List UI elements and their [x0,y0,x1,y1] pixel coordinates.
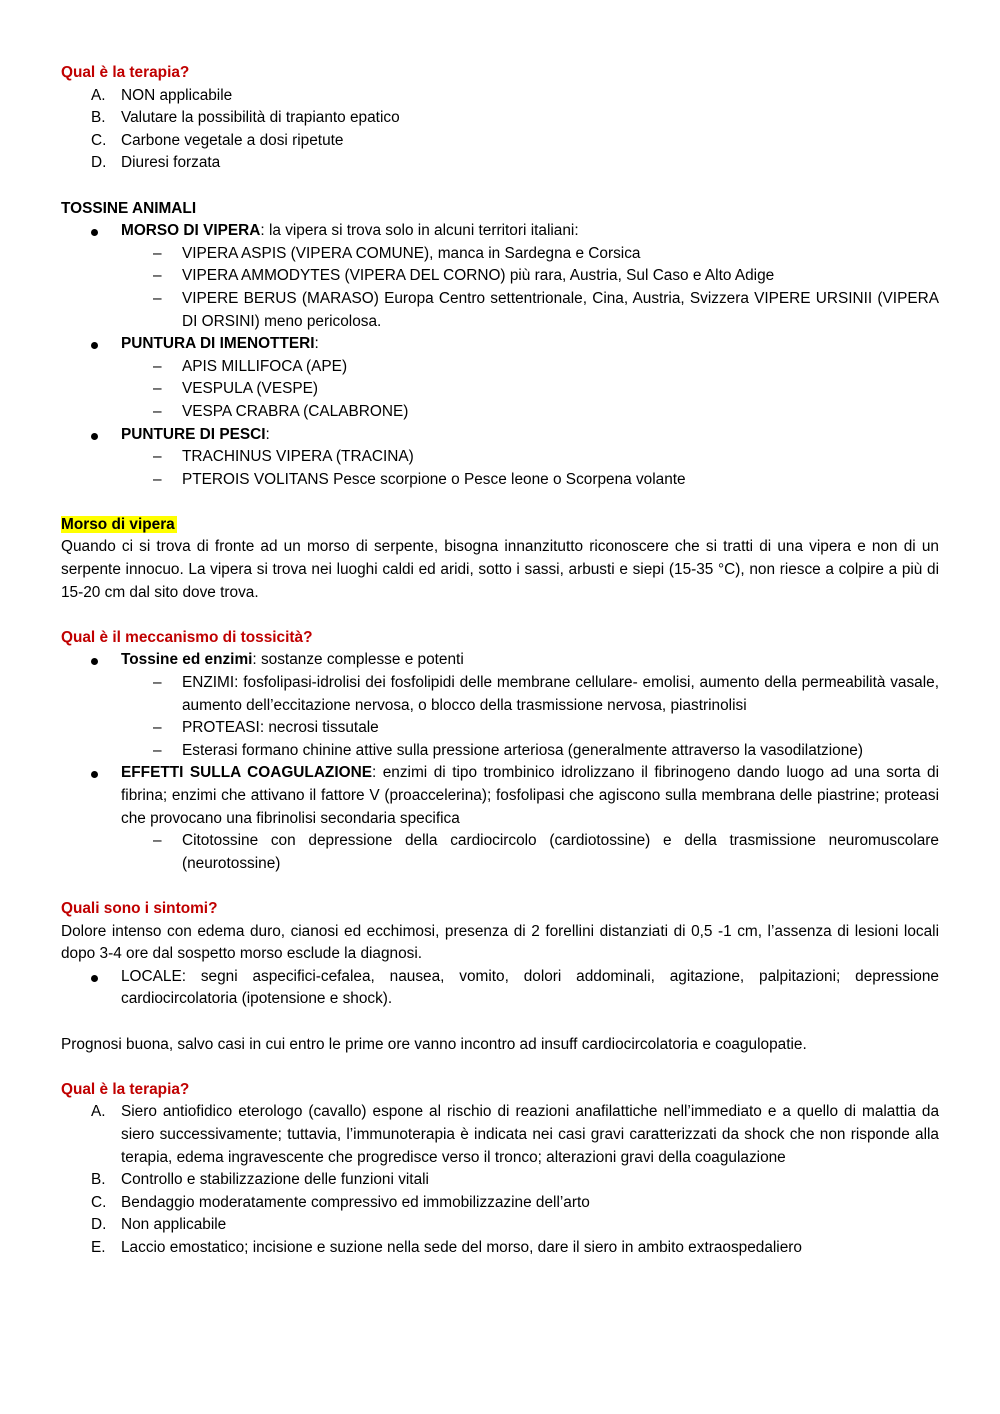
document-page [61,62,939,1259]
list-item: – PTEROIS VOLITANS Pesce scorpione o Pesce leone o Scorpena volante [121,469,939,492]
list-item: LOCALE: segni aspecifici-cefalea, nausea, vomito, dolori addominali, agitazione, palpitazioni; depressione cardiocircolatoria (ipotensione e shock). [61,966,939,1011]
dash-icon: – [153,674,162,692]
symptoms-list [61,966,939,1011]
list-item: B. Controllo e stabilizzazione delle funzioni vitali [91,1171,429,1189]
list-item: – VESPULA (VESPE) [121,378,939,401]
list-item: D. Non applicabile [91,1216,227,1234]
list-item: E. Laccio emostatico; incisione e suzione nella sede del morso, dare il siero in ambito extraospedaliero [91,1238,802,1256]
list-item: PUNTURA DI IMENOTTERI: – APIS MILLIFOCA (APE) – VESPULA (VESPE) – VESPA CRABRA (CALABRONE) [61,333,939,423]
mechanism-list [61,649,939,875]
list-item: – VIPERA ASPIS (VIPERA COMUNE), manca in Sardegna e Corsica [121,243,939,266]
dash-icon: – [153,267,162,285]
list-item: PUNTURE DI PESCI: – TRACHINUS VIPERA (TRACINA) – PTEROIS VOLITANS Pesce scorpione o Pesce leone o Scorpena volante [61,424,939,492]
list-item: – Esterasi formano chinine attive sulla pressione arteriosa (generalmente attraverso la vasodilatzione) [121,740,939,763]
dash-icon: – [153,357,162,375]
list-item: – VESPA CRABRA (CALABRONE) [121,401,939,424]
list-item: C. Carbone vegetale a dosi ripetute [91,131,344,149]
mechanism-question-heading: Qual è il meccanismo di tossicità? [61,628,313,646]
bullet-icon [91,975,98,982]
therapy-options-list [61,85,939,175]
list-item: C. Bendaggio moderatamente compressivo ed immobilizzazine dell’arto [91,1193,590,1211]
list-item: – PROTEASI: necrosi tissutale [121,717,939,740]
toxins-list [61,220,939,491]
dash-icon: – [153,470,162,488]
list-item: A. Siero antiofidico eterologo (cavallo) espone al rischio di reazioni anafilattiche nell’immediato e a quello di malattia da siero successivamente; tuttavia, l’immunoterapia è indicata nei casi gravi caratterizzati da shock che non risponde alla terapia, edema ingravescente che progredisce verso il tronco; alterazioni gravi della coagulazione [91,1103,939,1166]
dash-icon: – [153,832,162,850]
therapy-question-heading: Qual è la terapia? [61,64,190,81]
paragraph: Quando ci si trova di fronte ad un morso di serpente, bisogna innanzitutto riconoscere che si tratti di una vipera e non di un serpente innocuo. La vipera si trova nei luoghi caldi ed aridi, sotto i sassi, arbusti e siepi (15-35 °C), non riesce a colpire a più di 15-20 cm dal sito dove trova. [61,538,939,601]
list-item: B. Valutare la possibilità di trapianto epatico [91,109,400,127]
sub-list [121,356,939,424]
list-item: Tossine ed enzimi: sostanze complesse e potenti – ENZIMI: fosfolipasi-idrolisi dei fosfolipidi delle membrane cellulare- emolisi, aumento della permeabilità vasale, aumento dell’eccitazione nervosa, o blocco della trasmissione nervosa, piastrinolisi – PROTEASI: necrosi tissutale – Esterasi formano chinine attive sulla pressione arteriosa (generalmente attraverso la vasodilatzione) [61,649,939,762]
list-item: – APIS MILLIFOCA (APE) [121,356,939,379]
sub-list [121,830,939,875]
list-item: D. Diuresi forzata [91,154,221,172]
dash-icon: – [153,380,162,398]
highlighted-heading: Morso di vipera [61,515,175,533]
list-item: MORSO DI VIPERA: la vipera si trova solo in alcuni territori italiani: – VIPERA ASPIS (VIPERA COMUNE), manca in Sardegna e Corsica – VIPERA AMMODYTES (VIPERA DEL CORNO) più rara, Austria, Sul Caso e Alto Adige – VIPERE BERUS (MARASO) Europa Centro settentrionale, Cina, Austria, Svizzera VIPERE URSINII (VIPERA DI ORSINI) meno pericolosa. [61,220,939,333]
bullet-icon [91,433,98,440]
list-item: – Citotossine con depressione della cardiocircolo (cardiotossine) e della trasmissione neuromuscolare (neurotossine) [153,832,939,872]
list-item: EFFETTI SULLA COAGULAZIONE: enzimi di tipo trombinico idrolizzano il fibrinogeno dando luogo ad una sorta di fibrina; enzimi che attivano il fattore V (proaccelerina); fosfolipasi che agiscono sulla membrana delle piastrine; proteasi che provocano una fibrinolisi secondaria specifica – Citotossine con depressione della cardiocircolo (cardiotossine) e della trasmissione neuromuscolare (neurotossine) [61,762,939,875]
bullet-icon [91,229,98,236]
dash-icon: – [153,719,162,737]
sub-list [121,243,939,333]
dash-icon: – [153,741,162,759]
therapy-question-heading: Qual è la terapia? [61,1080,190,1098]
section-heading: TOSSINE ANIMALI [61,199,197,217]
therapy-options-list [61,1101,939,1259]
bullet-icon [91,342,98,349]
dash-icon: – [153,244,162,262]
list-item: – ENZIMI: fosfolipasi-idrolisi dei fosfolipidi delle membrane cellulare- emolisi, aumento della permeabilità vasale, aumento dell’eccitazione nervosa, o blocco della trasmissione nervosa, piastrinolisi [153,674,939,714]
bullet-icon [91,658,98,665]
list-item: – TRACHINUS VIPERA (TRACINA) [121,446,939,469]
list-item: – VIPERA AMMODYTES (VIPERA DEL CORNO) più rara, Austria, Sul Caso e Alto Adige [121,265,939,288]
dash-icon: – [153,448,162,466]
paragraph: Prognosi buona, salvo casi in cui entro le prime ore vanno incontro ad insuff cardiocircolatoria e coagulopatie. [61,1035,807,1053]
dash-icon: – [153,402,162,420]
sub-list [121,672,939,762]
symptoms-question-heading: Quali sono i sintomi? [61,899,218,917]
sub-list [121,446,939,491]
bullet-icon [91,771,98,778]
list-item: A. NON applicabile [91,86,233,104]
list-item: – VIPERE BERUS (MARASO) Europa Centro settentrionale, Cina, Austria, Svizzera VIPERE URSINII (VIPERA DI ORSINI) meno pericolosa. [153,289,939,330]
paragraph: Dolore intenso con edema duro, cianosi ed ecchimosi, presenza di 2 forellini distanziati di 0,5 -1 cm, l’assenza di lesioni locali dopo 3-4 ore dal sospetto morso esclude la diagnosi. [61,922,939,963]
dash-icon: – [153,289,162,307]
